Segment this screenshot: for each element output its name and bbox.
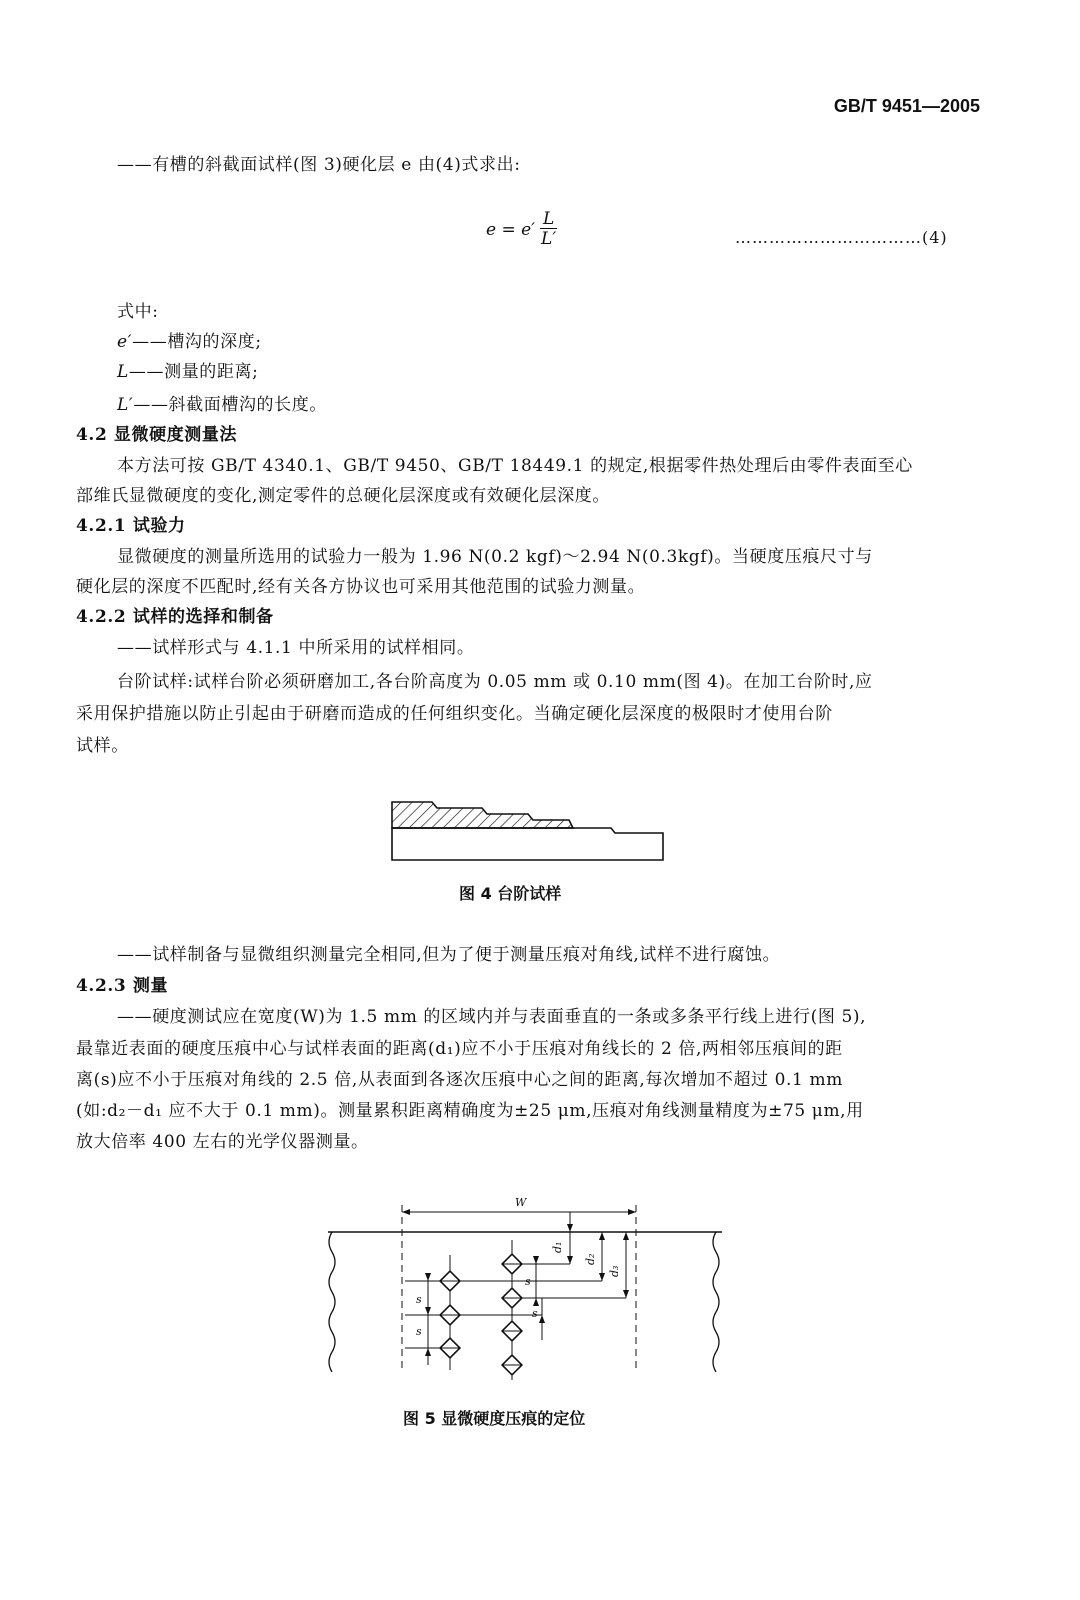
para-4-2-3-line1: ——硬度测试应在宽度(W)为 1.5 mm 的区域内并与表面垂直的一条或多条平行线上进行(图 5), bbox=[117, 1007, 867, 1027]
heading-4-2-2: 4.2.2 试样的选择和制备 bbox=[76, 607, 274, 627]
para-4-2-2-line2: 台阶试样:试样台阶必须研磨加工,各台阶高度为 0.05 mm 或 0.10 mm(图 4)。在加工台阶时,应 bbox=[117, 672, 873, 692]
break-line-left bbox=[329, 1232, 335, 1372]
para-4-2-1-line1: 显微硬度的测量所选用的试验力一般为 1.96 N(0.2 kgf)～2.94 N(0.3kgf)。当硬度压痕尺寸与 bbox=[117, 547, 873, 567]
indentation-diamond bbox=[440, 1338, 460, 1358]
spacing-label-s: s bbox=[416, 1325, 422, 1338]
where-label: 式中: bbox=[117, 302, 159, 322]
para-4-2-1-line2: 硬化层的深度不匹配时,经有关各方协议也可采用其他范围的试验力测量。 bbox=[76, 577, 646, 597]
para-4-2-3-line4: (如:d₂－d₁ 应不大于 0.1 mm)。测量累积距离精确度为±25 μm,压痕对角线测量精度为±75 μm,用 bbox=[76, 1101, 864, 1121]
indentation-diamond bbox=[502, 1254, 522, 1274]
d3-label: d₃ bbox=[608, 1265, 621, 1277]
definition-symbol: L′ bbox=[117, 395, 134, 415]
d1-label: d₁ bbox=[551, 1241, 564, 1253]
figure-4-caption: 图 4 台阶试样 bbox=[459, 884, 562, 903]
spacing-label-s: s bbox=[416, 1293, 422, 1306]
definition-symbol: L bbox=[117, 362, 129, 382]
para-4-2-2-line1: ——试样形式与 4.1.1 中所采用的试样相同。 bbox=[117, 638, 475, 658]
d2-label: d₂ bbox=[584, 1253, 597, 1265]
indentation-column-1 bbox=[440, 1271, 460, 1358]
definition-l-prime bbox=[117, 390, 327, 420]
formula-lhs: e = e′ bbox=[486, 219, 536, 240]
para-4-2-2-line3: 采用保护措施以防止引起由于研磨而造成的任何组织变化。当确定硬化层深度的极限时才使用台阶 bbox=[76, 704, 833, 724]
standard-number: GB/T 9451—2005 bbox=[833, 96, 980, 116]
groove-intro: ——有槽的斜截面试样(图 3)硬化层 e 由(4)式求出: bbox=[117, 155, 521, 175]
formula-numerator: L bbox=[540, 210, 557, 229]
width-label: W bbox=[515, 1196, 527, 1209]
para-4-2-2-line4: 试样。 bbox=[76, 736, 129, 756]
indentation-diamond bbox=[440, 1271, 460, 1291]
hardened-layer-hatch bbox=[392, 802, 573, 828]
para-4-2-3-line2: 最靠近表面的硬度压痕中心与试样表面的距离(d₁)应不小于压痕对角线长的 2 倍,两相邻压痕间的距 bbox=[76, 1039, 843, 1059]
para-4-2-line2: 部维氏显微硬度的变化,测定零件的总硬化层深度或有效硬化层深度。 bbox=[76, 486, 611, 506]
figure-5-indentation-layout bbox=[320, 1195, 730, 1395]
specimen-body bbox=[392, 828, 663, 860]
para-after-figure-4: ——试样制备与显微组织测量完全相同,但为了便于测量压痕对角线,试样不进行腐蚀。 bbox=[117, 945, 781, 965]
definition-text: ——测量的距离; bbox=[128, 362, 259, 382]
definition-text: ——斜截面槽沟的长度。 bbox=[133, 395, 327, 415]
indentation-diamond bbox=[502, 1321, 522, 1341]
para-4-2-3-line5: 放大倍率 400 左右的光学仪器测量。 bbox=[76, 1132, 369, 1152]
spacing-label-s: s bbox=[525, 1275, 531, 1288]
para-4-2-3-line3: 离(s)应不小于压痕对角线的 2.5 倍,从表面到各逐次压痕中心之间的距离,每次增加不超过 0.1 mm bbox=[76, 1070, 843, 1090]
equation-number: ……………………………(4) bbox=[735, 228, 948, 247]
definition-symbol: e′ bbox=[117, 332, 133, 352]
heading-4-2-1: 4.2.1 试验力 bbox=[76, 516, 186, 536]
formula-4 bbox=[486, 210, 559, 249]
indentation-diamond bbox=[502, 1288, 522, 1308]
definition-l bbox=[117, 357, 258, 387]
heading-4-2-3: 4.2.3 测量 bbox=[76, 976, 169, 996]
break-line-right bbox=[713, 1232, 719, 1372]
para-4-2-line1: 本方法可按 GB/T 4340.1、GB/T 9450、GB/T 18449.1 的规定,根据零件热处理后由零件表面至心 bbox=[117, 456, 913, 476]
indentation-diamond bbox=[440, 1305, 460, 1325]
figure-4-step-specimen bbox=[385, 795, 675, 870]
figure-5-caption: 图 5 显微硬度压痕的定位 bbox=[403, 1409, 586, 1428]
definition-e-prime bbox=[117, 327, 262, 357]
formula-denominator: L′ bbox=[541, 229, 557, 249]
formula-fraction bbox=[538, 210, 559, 249]
spacing-label-s: s bbox=[532, 1307, 538, 1320]
heading-4-2: 4.2 显微硬度测量法 bbox=[76, 425, 238, 445]
indentation-diamond bbox=[502, 1355, 522, 1375]
definition-text: ——槽沟的深度; bbox=[132, 332, 262, 352]
